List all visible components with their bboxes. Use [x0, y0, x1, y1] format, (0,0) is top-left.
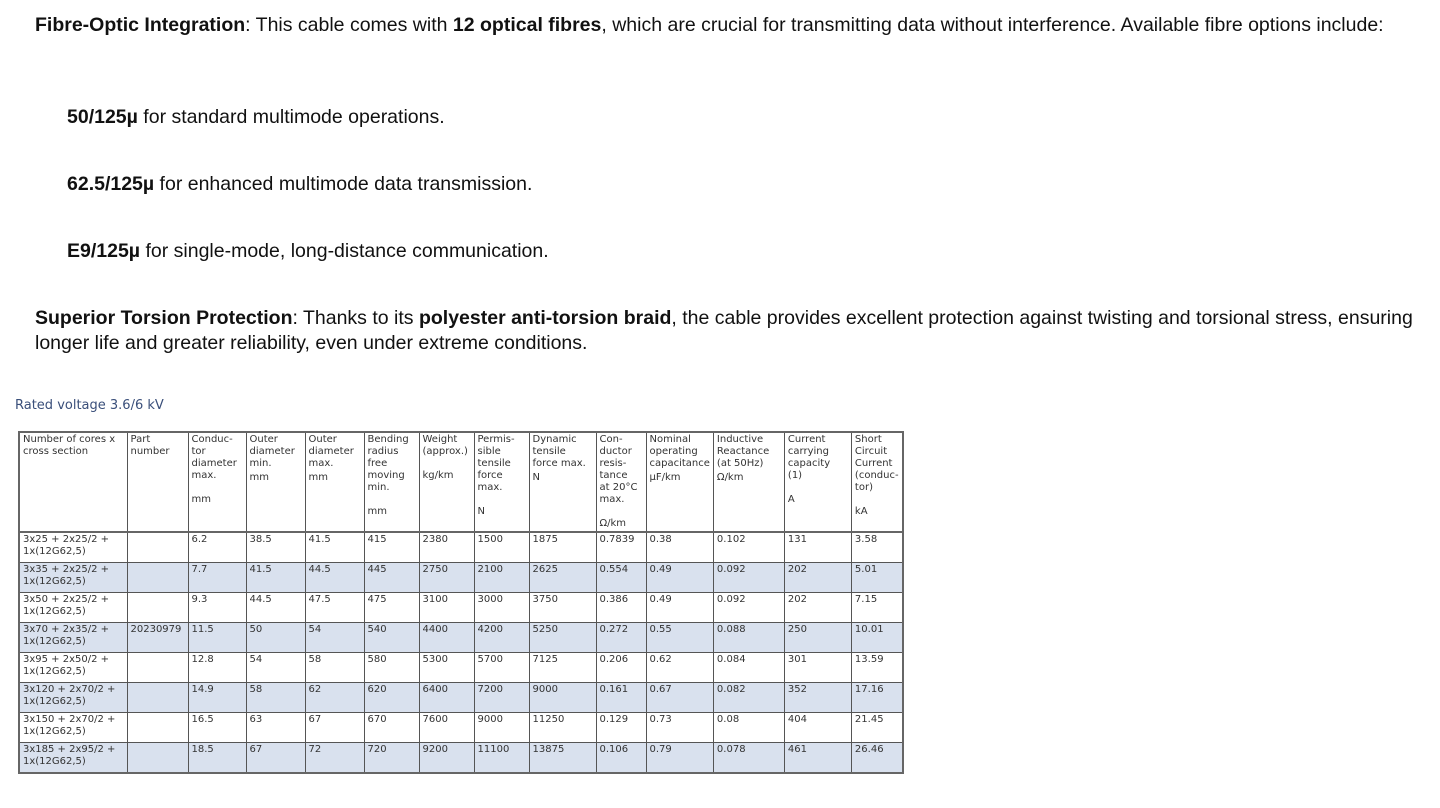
table-cell: 202 [784, 593, 851, 623]
table-cell: 0.082 [713, 683, 784, 713]
column-header [646, 432, 713, 532]
table-cell: 720 [364, 743, 419, 774]
column-header-unit: N [477, 506, 485, 517]
column-header [19, 432, 127, 532]
table-cell: 7.7 [188, 563, 246, 593]
column-header-unit: mm [308, 472, 328, 483]
torsion-text-1: : Thanks to its [292, 307, 419, 329]
column-header-label: Part number [130, 434, 170, 457]
table-cell: 11250 [529, 713, 596, 743]
table-cell: 3000 [474, 593, 529, 623]
table-cell: 3x95 + 2x50/2 + 1x(12G62,5) [19, 653, 127, 683]
cable-spec-table [18, 431, 904, 774]
table-cell: 67 [246, 743, 305, 774]
table-cell: 3x70 + 2x35/2 + 1x(12G62,5) [19, 623, 127, 653]
column-header-label: Weight (approx.) [422, 434, 468, 457]
table-cell: 415 [364, 532, 419, 563]
table-cell: 7200 [474, 683, 529, 713]
table-cell: 0.55 [646, 623, 713, 653]
column-header [127, 432, 188, 532]
column-header [188, 432, 246, 532]
table-cell: 7600 [419, 713, 474, 743]
table-cell: 0.386 [596, 593, 646, 623]
column-header-label: Con- ductor resis- tance at 20°C max. [599, 434, 638, 505]
table-cell: 0.272 [596, 623, 646, 653]
column-header [529, 432, 596, 532]
table-cell: 131 [784, 532, 851, 563]
column-header-label: Nominal operating capacitance [649, 434, 710, 469]
table-cell: 58 [246, 683, 305, 713]
column-header [596, 432, 646, 532]
column-header-unit: A [787, 494, 795, 505]
table-cell: 47.5 [305, 593, 364, 623]
table-cell: 0.088 [713, 623, 784, 653]
column-header [246, 432, 305, 532]
table-cell: 3x150 + 2x70/2 + 1x(12G62,5) [19, 713, 127, 743]
table-body [19, 532, 903, 773]
table-cell: 5.01 [851, 563, 902, 593]
torsion-paragraph [35, 306, 1415, 356]
table-cell: 0.49 [646, 593, 713, 623]
table-row [19, 683, 903, 713]
table-cell: 404 [784, 713, 851, 743]
fibre-option-item [67, 239, 549, 264]
table-cell: 1500 [474, 532, 529, 563]
table-row [19, 532, 903, 563]
column-header-label: Inductive Reactance (at 50Hz) [716, 434, 770, 469]
table-cell: 0.67 [646, 683, 713, 713]
table-cell [127, 743, 188, 774]
torsion-title: Superior Torsion Protection [35, 307, 293, 329]
table-cell: 62 [305, 683, 364, 713]
table-cell: 18.5 [188, 743, 246, 774]
table-cell: 0.129 [596, 713, 646, 743]
table-cell: 5300 [419, 653, 474, 683]
table-cell: 21.45 [851, 713, 902, 743]
fibre-option-item [67, 105, 445, 130]
column-header-label: Bending radius free moving min. [367, 434, 409, 493]
table-cell: 13.59 [851, 653, 902, 683]
table-cell: 4200 [474, 623, 529, 653]
table-cell: 41.5 [305, 532, 364, 563]
table-row [19, 713, 903, 743]
table-cell: 72 [305, 743, 364, 774]
table-cell: 301 [784, 653, 851, 683]
table-row [19, 743, 903, 774]
column-header [305, 432, 364, 532]
table-cell: 670 [364, 713, 419, 743]
table-cell: 3.58 [851, 532, 902, 563]
table-cell: 0.38 [646, 532, 713, 563]
table-cell: 540 [364, 623, 419, 653]
table-cell: 6400 [419, 683, 474, 713]
table-cell [127, 713, 188, 743]
table-cell: 0.078 [713, 743, 784, 774]
table-cell: 10.01 [851, 623, 902, 653]
fibre-option-text: for standard multimode operations. [137, 106, 445, 128]
table-cell [127, 653, 188, 683]
table-cell: 250 [784, 623, 851, 653]
table-row [19, 593, 903, 623]
table-cell: 0.62 [646, 653, 713, 683]
table-cell: 38.5 [246, 532, 305, 563]
column-header-label: Outer diameter min. [249, 434, 295, 469]
table-cell: 4400 [419, 623, 474, 653]
column-header-label: Conduc- tor diameter max. [191, 434, 237, 481]
table-cell: 44.5 [246, 593, 305, 623]
table-row [19, 563, 903, 593]
column-header [713, 432, 784, 532]
column-header-label: Current carrying capacity (1) [787, 434, 831, 481]
fibre-option-text: for enhanced multimode data transmission. [154, 173, 533, 195]
fibre-option-name: E9/125µ [67, 240, 141, 262]
table-cell: 5700 [474, 653, 529, 683]
table-cell: 5250 [529, 623, 596, 653]
table-cell: 475 [364, 593, 419, 623]
table-cell: 0.206 [596, 653, 646, 683]
table-cell: 0.092 [713, 563, 784, 593]
table-cell: 9200 [419, 743, 474, 774]
table-cell: 1875 [529, 532, 596, 563]
table-cell: 11100 [474, 743, 529, 774]
table-cell: 50 [246, 623, 305, 653]
table-cell: 12.8 [188, 653, 246, 683]
table-cell: 0.7839 [596, 532, 646, 563]
column-header-unit: kA [854, 506, 868, 517]
torsion-braid: polyester anti-torsion braid [418, 307, 672, 329]
table-cell: 6.2 [188, 532, 246, 563]
fibre-option-text: for single-mode, long-distance communication. [140, 240, 549, 262]
table-cell: 2750 [419, 563, 474, 593]
table-cell: 3x35 + 2x25/2 + 1x(12G62,5) [19, 563, 127, 593]
table-cell: 20230979 [127, 623, 188, 653]
fibre-text-2: , which are crucial for transmitting data without interference. Available fibre options include: [601, 14, 1384, 36]
table-cell: 0.161 [596, 683, 646, 713]
table-cell: 3x50 + 2x25/2 + 1x(12G62,5) [19, 593, 127, 623]
table-cell: 2100 [474, 563, 529, 593]
table-cell: 0.79 [646, 743, 713, 774]
table-cell: 58 [305, 653, 364, 683]
table-cell: 0.084 [713, 653, 784, 683]
table-row [19, 653, 903, 683]
table-row [19, 623, 903, 653]
torsion-text-2: , the cable provides excellent protection against twisting and torsional stress, ensuring longer life and greater reliability, even under extreme conditions. [35, 307, 1413, 354]
table-cell: 0.102 [713, 532, 784, 563]
column-header-unit: kg/km [422, 470, 454, 481]
column-header-unit: Ω/km [716, 472, 744, 483]
column-header-label: Short Circuit Current (conduc- tor) [854, 434, 899, 493]
column-header-label: Dynamic tensile force max. [532, 434, 586, 469]
table-cell: 54 [305, 623, 364, 653]
table-cell: 11.5 [188, 623, 246, 653]
fibre-optic-title: Fibre-Optic Integration [35, 14, 246, 36]
table-cell [127, 532, 188, 563]
column-header-label: Permis- sible tensile force max. [477, 434, 515, 493]
table-header-row [19, 432, 903, 532]
column-header-unit: mm [249, 472, 269, 483]
table-cell: 41.5 [246, 563, 305, 593]
column-header [364, 432, 419, 532]
table-cell: 2380 [419, 532, 474, 563]
fibre-optic-paragraph [35, 13, 1415, 38]
column-header-label: Outer diameter max. [308, 434, 354, 469]
table-cell: 44.5 [305, 563, 364, 593]
table-cell: 202 [784, 563, 851, 593]
table-cell: 17.16 [851, 683, 902, 713]
column-header-unit: N [532, 472, 540, 483]
column-header-unit: µF/km [649, 472, 681, 483]
table-cell: 0.73 [646, 713, 713, 743]
table-cell [127, 563, 188, 593]
table-cell: 0.554 [596, 563, 646, 593]
fibre-text-1: : This cable comes with [245, 14, 453, 36]
column-header [419, 432, 474, 532]
table-cell: 461 [784, 743, 851, 774]
table-cell: 3x120 + 2x70/2 + 1x(12G62,5) [19, 683, 127, 713]
table-cell: 2625 [529, 563, 596, 593]
table-cell: 620 [364, 683, 419, 713]
column-header-unit: Ω/km [599, 518, 627, 529]
table-cell: 3100 [419, 593, 474, 623]
rated-voltage-label: Rated voltage 3.6/6 kV [15, 398, 164, 413]
table-cell: 0.08 [713, 713, 784, 743]
table-cell [127, 683, 188, 713]
table-cell: 26.46 [851, 743, 902, 774]
table-cell: 67 [305, 713, 364, 743]
column-header [851, 432, 902, 532]
table-cell: 0.106 [596, 743, 646, 774]
column-header-unit: mm [367, 506, 387, 517]
column-header-unit: mm [191, 494, 211, 505]
table-cell: 63 [246, 713, 305, 743]
fibre-count: 12 optical fibres [452, 14, 602, 36]
table-cell: 0.49 [646, 563, 713, 593]
table-cell: 3x25 + 2x25/2 + 1x(12G62,5) [19, 532, 127, 563]
table-cell: 0.092 [713, 593, 784, 623]
column-header [784, 432, 851, 532]
table-cell: 16.5 [188, 713, 246, 743]
table-cell: 14.9 [188, 683, 246, 713]
table-cell: 3750 [529, 593, 596, 623]
fibre-option-name: 62.5/125µ [67, 173, 155, 195]
table-cell: 9000 [529, 683, 596, 713]
table-cell: 13875 [529, 743, 596, 774]
table-cell [127, 593, 188, 623]
table-cell: 445 [364, 563, 419, 593]
table-cell: 9000 [474, 713, 529, 743]
fibre-option-item [67, 172, 532, 197]
table-cell: 580 [364, 653, 419, 683]
fibre-option-name: 50/125µ [67, 106, 138, 128]
table-cell: 54 [246, 653, 305, 683]
table-cell: 7125 [529, 653, 596, 683]
table-cell: 7.15 [851, 593, 902, 623]
column-header [474, 432, 529, 532]
table-cell: 352 [784, 683, 851, 713]
column-header-label: Number of cores x cross section [23, 434, 116, 457]
table-cell: 3x185 + 2x95/2 + 1x(12G62,5) [19, 743, 127, 774]
table-cell: 9.3 [188, 593, 246, 623]
